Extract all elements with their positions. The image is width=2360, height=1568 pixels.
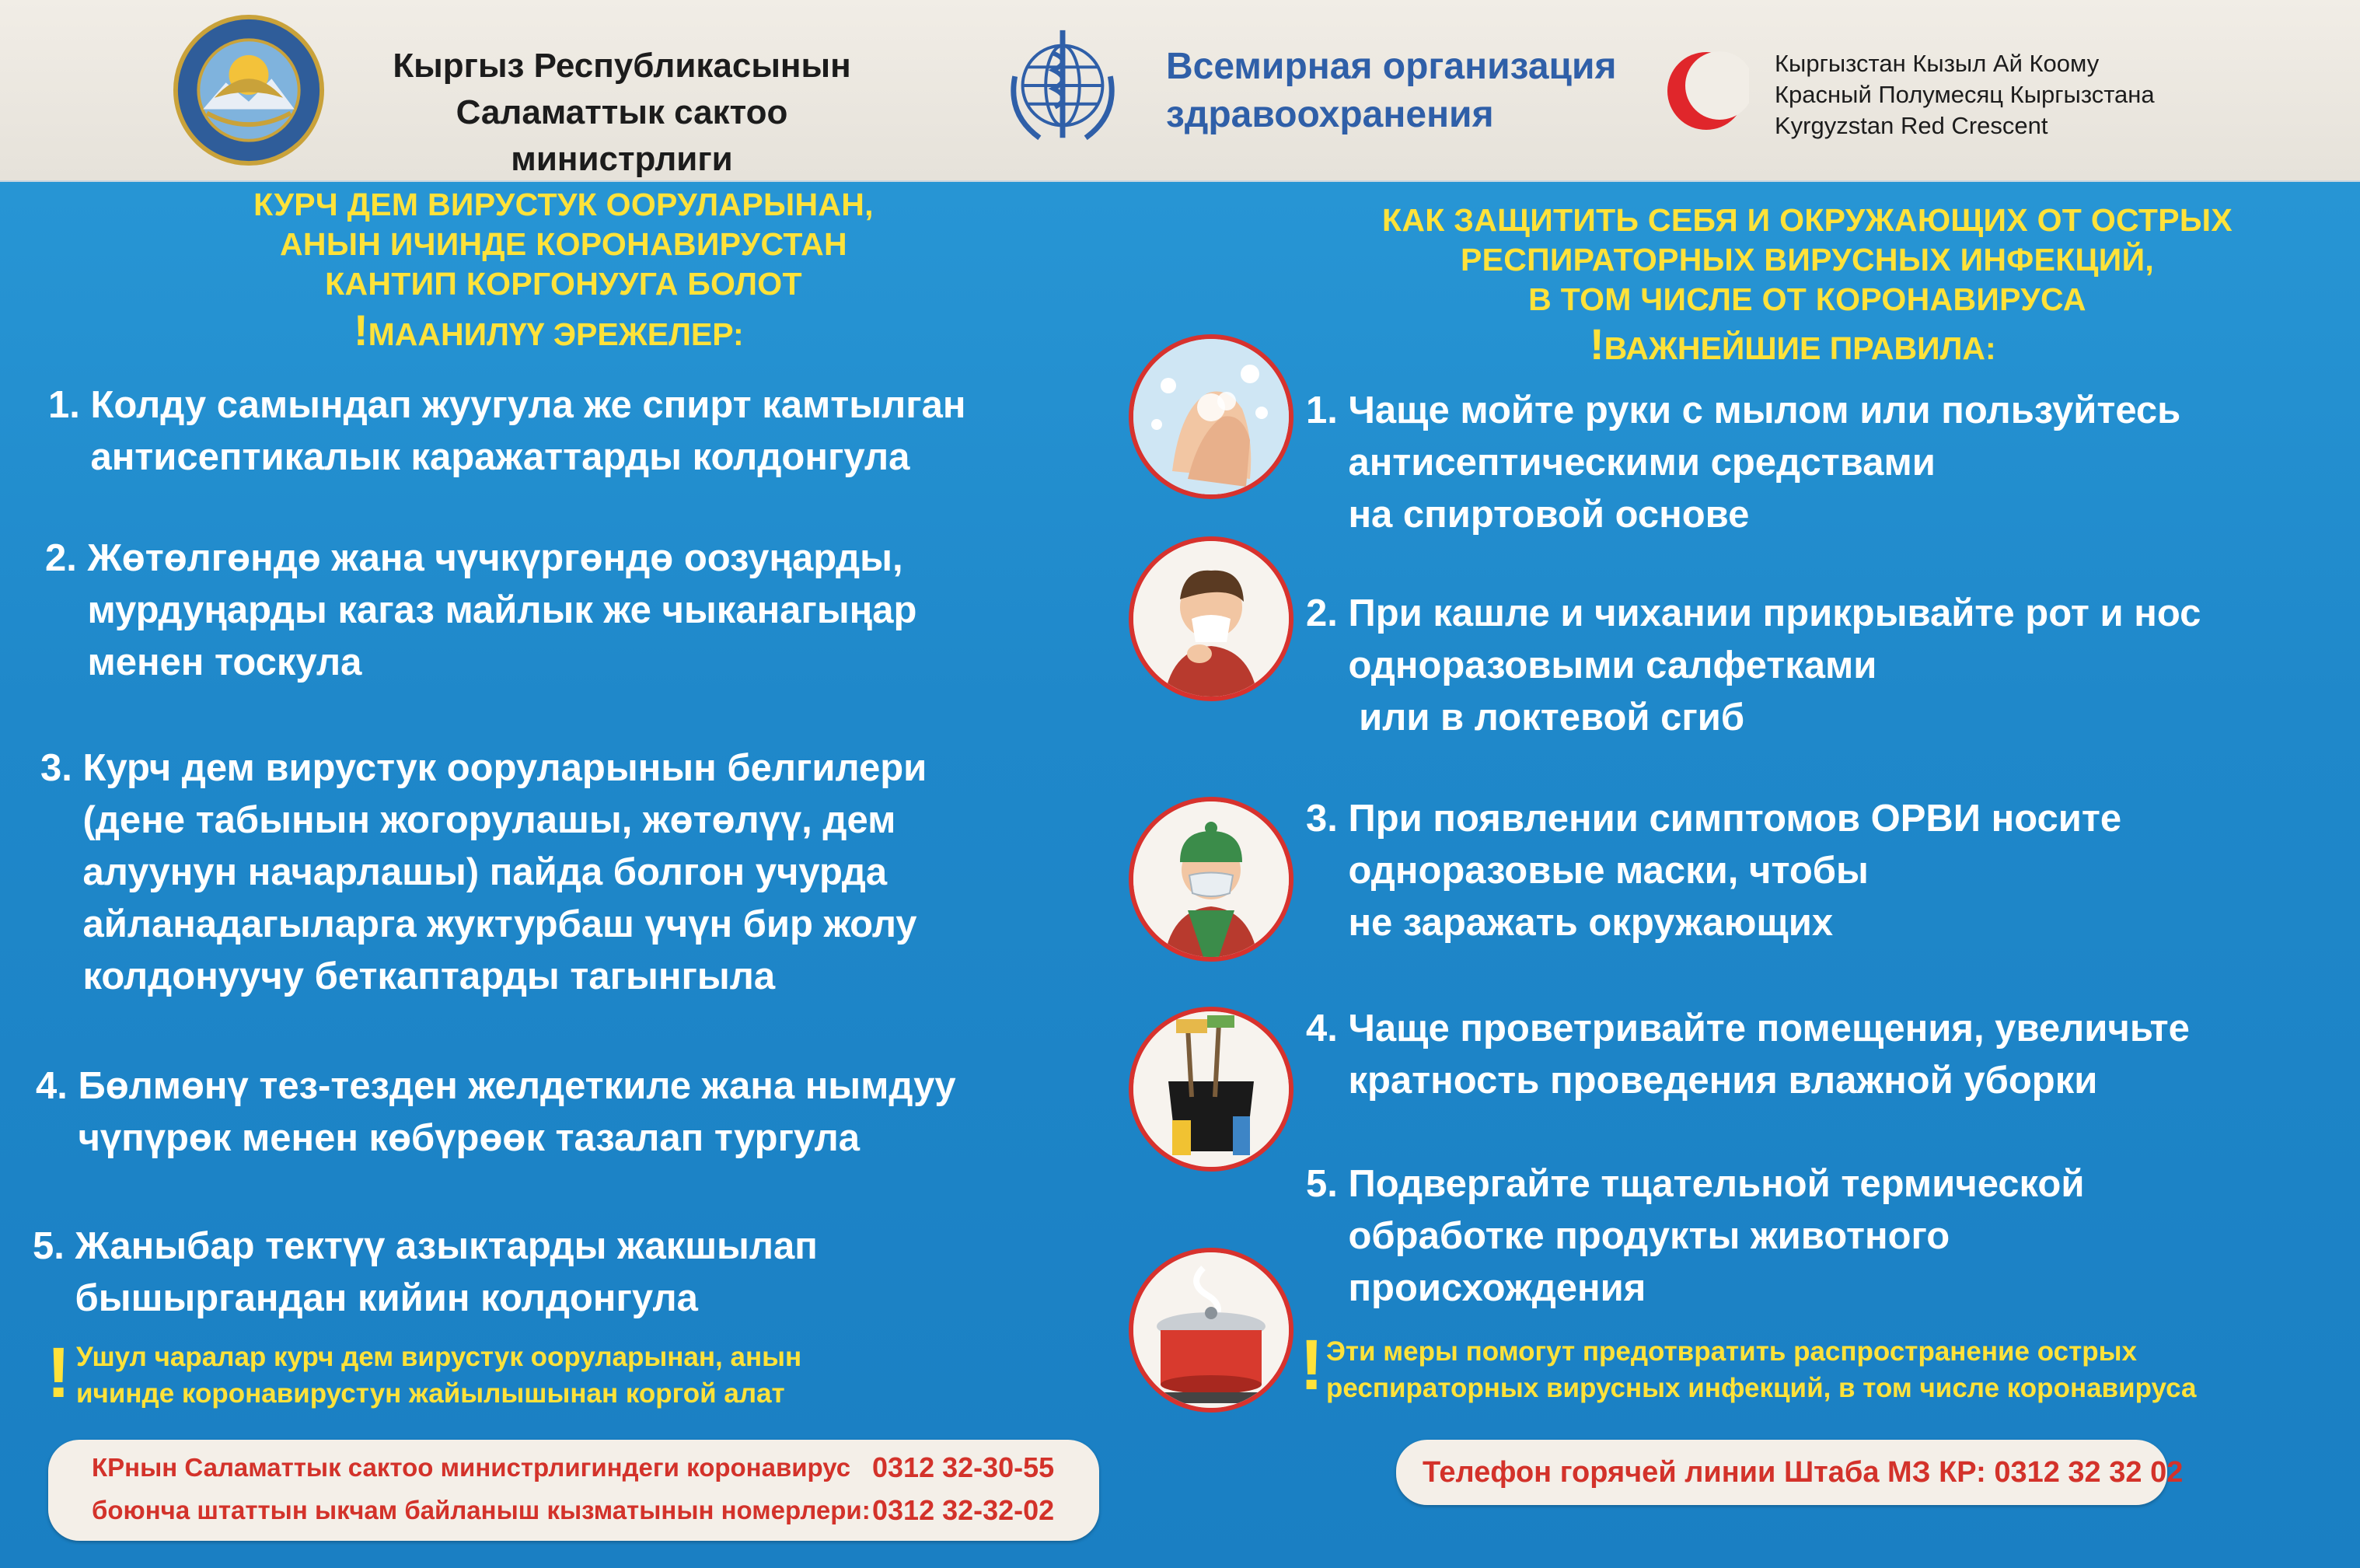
note-line: Эти меры помогут предотвратить распространение острых	[1326, 1336, 2137, 1367]
left-rule-2	[45, 533, 916, 689]
phone-number[interactable]: 0312 32-30-55	[872, 1451, 1055, 1483]
left-title-line: АНЫН ИЧИНДЕ КОРОНАВИРУСТАН	[280, 226, 847, 262]
rule-line: 1. Колду самындап жуугула же спирт камтылган	[48, 384, 966, 426]
rule-line: мурдуңарды кагаз майлык же чыканагыңар	[45, 589, 917, 631]
right-title-line: РЕСПИРАТОРНЫХ ВИРУСНЫХ ИНФЕКЦИЙ,	[1460, 242, 2155, 278]
note-line: Ушул чаралар курч дем вирустук ооруларынан, анын	[76, 1342, 802, 1372]
rule-line: 5. Жаныбар тектүү азыктарды жакшылап	[33, 1225, 818, 1267]
right-title-line: В ТОМ ЧИСЛЕ ОТ КОРОНАВИРУСА	[1528, 281, 2086, 317]
rule-line: 2. Жөтөлгөндө жана чүчкүргөндө оозуңарды,	[45, 537, 903, 579]
rule-line: 1. Чаще мойте руки с мылом или пользуйтесь	[1306, 389, 2181, 431]
rule-line: одноразовыми салфетками	[1306, 644, 1877, 686]
right-rule-1	[1306, 385, 2180, 541]
rule-line: 2. При кашле и чихании прикрывайте рот и нос	[1306, 592, 2201, 634]
rule-line: обработке продукты животного	[1306, 1215, 1950, 1257]
phone-number[interactable]: 0312 32-32-02	[872, 1494, 1055, 1526]
rc-line-1: Кыргызстан Кызыл Ай Коому	[1775, 50, 2100, 77]
right-title-line: КАК ЗАЩИТИТЬ СЕБЯ И ОКРУЖАЮЩИХ ОТ ОСТРЫХ	[1382, 202, 2233, 238]
left-rule-5	[33, 1221, 818, 1325]
hotline-text[interactable]: Телефон горячей линии Штаба МЗ КР: 0312 32 32 02	[1423, 1456, 2184, 1489]
kyrgyz-emblem-logo	[173, 14, 325, 166]
rule-line: 3. Курч дем вирустук ооруларынын белгилери	[40, 747, 927, 789]
rule-line: кратность проведения влажной уборки	[1306, 1060, 2098, 1102]
note-line: ичинде коронавирустун жайылышынан коргой алат	[76, 1378, 785, 1409]
left-subtitle	[354, 306, 744, 354]
left-rule-3	[40, 742, 927, 1003]
contact-label-line: КРнын Саламаттык сактоо министрлигиндеги коронавирус	[92, 1453, 851, 1482]
rc-line-2: Красный Полумесяц Кыргызстана	[1775, 81, 2155, 108]
header	[0, 0, 2360, 182]
rule-line: 4. Бөлмөнү тез-тезден желдеткиле жана нымдуу	[36, 1065, 956, 1107]
who-name	[1166, 43, 1617, 139]
exclamation-mark: !	[354, 306, 368, 354]
rule-line: алуунун начарлашы) пайда болгон учурда	[40, 851, 888, 893]
hand-washing-icon	[1129, 334, 1293, 499]
left-title-line: КУРЧ ДЕМ ВИРУСТУК ООРУЛАРЫНАН,	[253, 187, 874, 222]
red-crescent-name	[1775, 48, 2155, 141]
right-subtitle	[1590, 320, 1996, 368]
exclamation-mark: !	[1590, 320, 1604, 368]
contact-phones	[872, 1446, 1054, 1531]
right-note	[1326, 1333, 2196, 1406]
rule-line: на спиртовой основе	[1306, 494, 1750, 536]
cleaning-supplies-icon	[1129, 1007, 1293, 1172]
rule-line: антисептикалык каражаттарды колдонгула	[48, 436, 910, 478]
left-title-line: КАНТИП КОРГОНУУГА БОЛОТ	[325, 266, 802, 302]
rule-line: айланадагыларга жуктурбаш үчүн бир жолу	[40, 903, 917, 945]
rule-line: 3. При появлении симптомов ОРВИ носите	[1306, 798, 2122, 840]
right-rule-5	[1306, 1158, 2085, 1315]
ministry-name	[342, 43, 902, 183]
cooking-pot-icon	[1129, 1248, 1293, 1413]
rule-line: или в локтевой сгиб	[1306, 697, 1745, 739]
rule-line: происхождения	[1306, 1267, 1646, 1309]
right-title	[1306, 201, 2309, 320]
note-exclamation-mark: !	[47, 1333, 71, 1413]
rc-line-3: Kyrgyzstan Red Crescent	[1775, 112, 2048, 139]
left-rule-1	[48, 379, 965, 484]
ministry-line-2: Саламаттык сактоо министрлиги	[456, 93, 788, 178]
rule-line: 5. Подвергайте тщательной термической	[1306, 1163, 2085, 1205]
rule-line: чүпүрөк менен көбүрөөк тазалап тургула	[36, 1117, 861, 1159]
left-title	[132, 185, 995, 304]
left-subtitle-text: МААНИЛҮҮ ЭРЕЖЕЛЕР:	[368, 316, 744, 352]
ministry-line-1: Кыргыз Республикасынын	[393, 47, 851, 85]
right-rule-2	[1306, 588, 2201, 744]
left-rule-4	[36, 1060, 956, 1165]
rule-line: одноразовые маски, чтобы	[1306, 850, 1869, 892]
sneezing-person-icon	[1129, 536, 1293, 701]
who-logo	[993, 22, 1132, 154]
rule-line: 4. Чаще проветривайте помещения, увеличьте	[1306, 1008, 2190, 1049]
rule-line: бышыргандан кийин колдонгула	[33, 1277, 698, 1319]
rule-line: (дене табынын жогорулашы, жөтөлүү, дем	[40, 799, 896, 841]
red-crescent-logo	[1664, 48, 1749, 134]
masked-person-icon	[1129, 797, 1293, 962]
right-rule-4	[1306, 1003, 2190, 1107]
rule-line: антисептическими средствами	[1306, 442, 1936, 484]
right-rule-3	[1306, 793, 2121, 949]
note-line: респираторных вирусных инфекций, в том числе коронавируса	[1326, 1373, 2197, 1403]
who-line-1: Всемирная организация	[1166, 46, 1617, 87]
who-line-2: здравоохранения	[1166, 94, 1494, 135]
left-note	[76, 1339, 801, 1412]
note-exclamation-mark: !	[1300, 1325, 1324, 1405]
rule-line: менен тоскула	[45, 641, 362, 683]
right-subtitle-text: ВАЖНЕЙШИЕ ПРАВИЛА:	[1604, 330, 1996, 366]
contact-label-line: боюнча штаттын ыкчам байланыш кызматынын номерлери:	[92, 1496, 871, 1524]
rule-line: не заражать окружающих	[1306, 902, 1834, 944]
contact-label	[92, 1446, 871, 1531]
rule-line: колдонуучу беткаптарды тагынгыла	[40, 955, 776, 997]
